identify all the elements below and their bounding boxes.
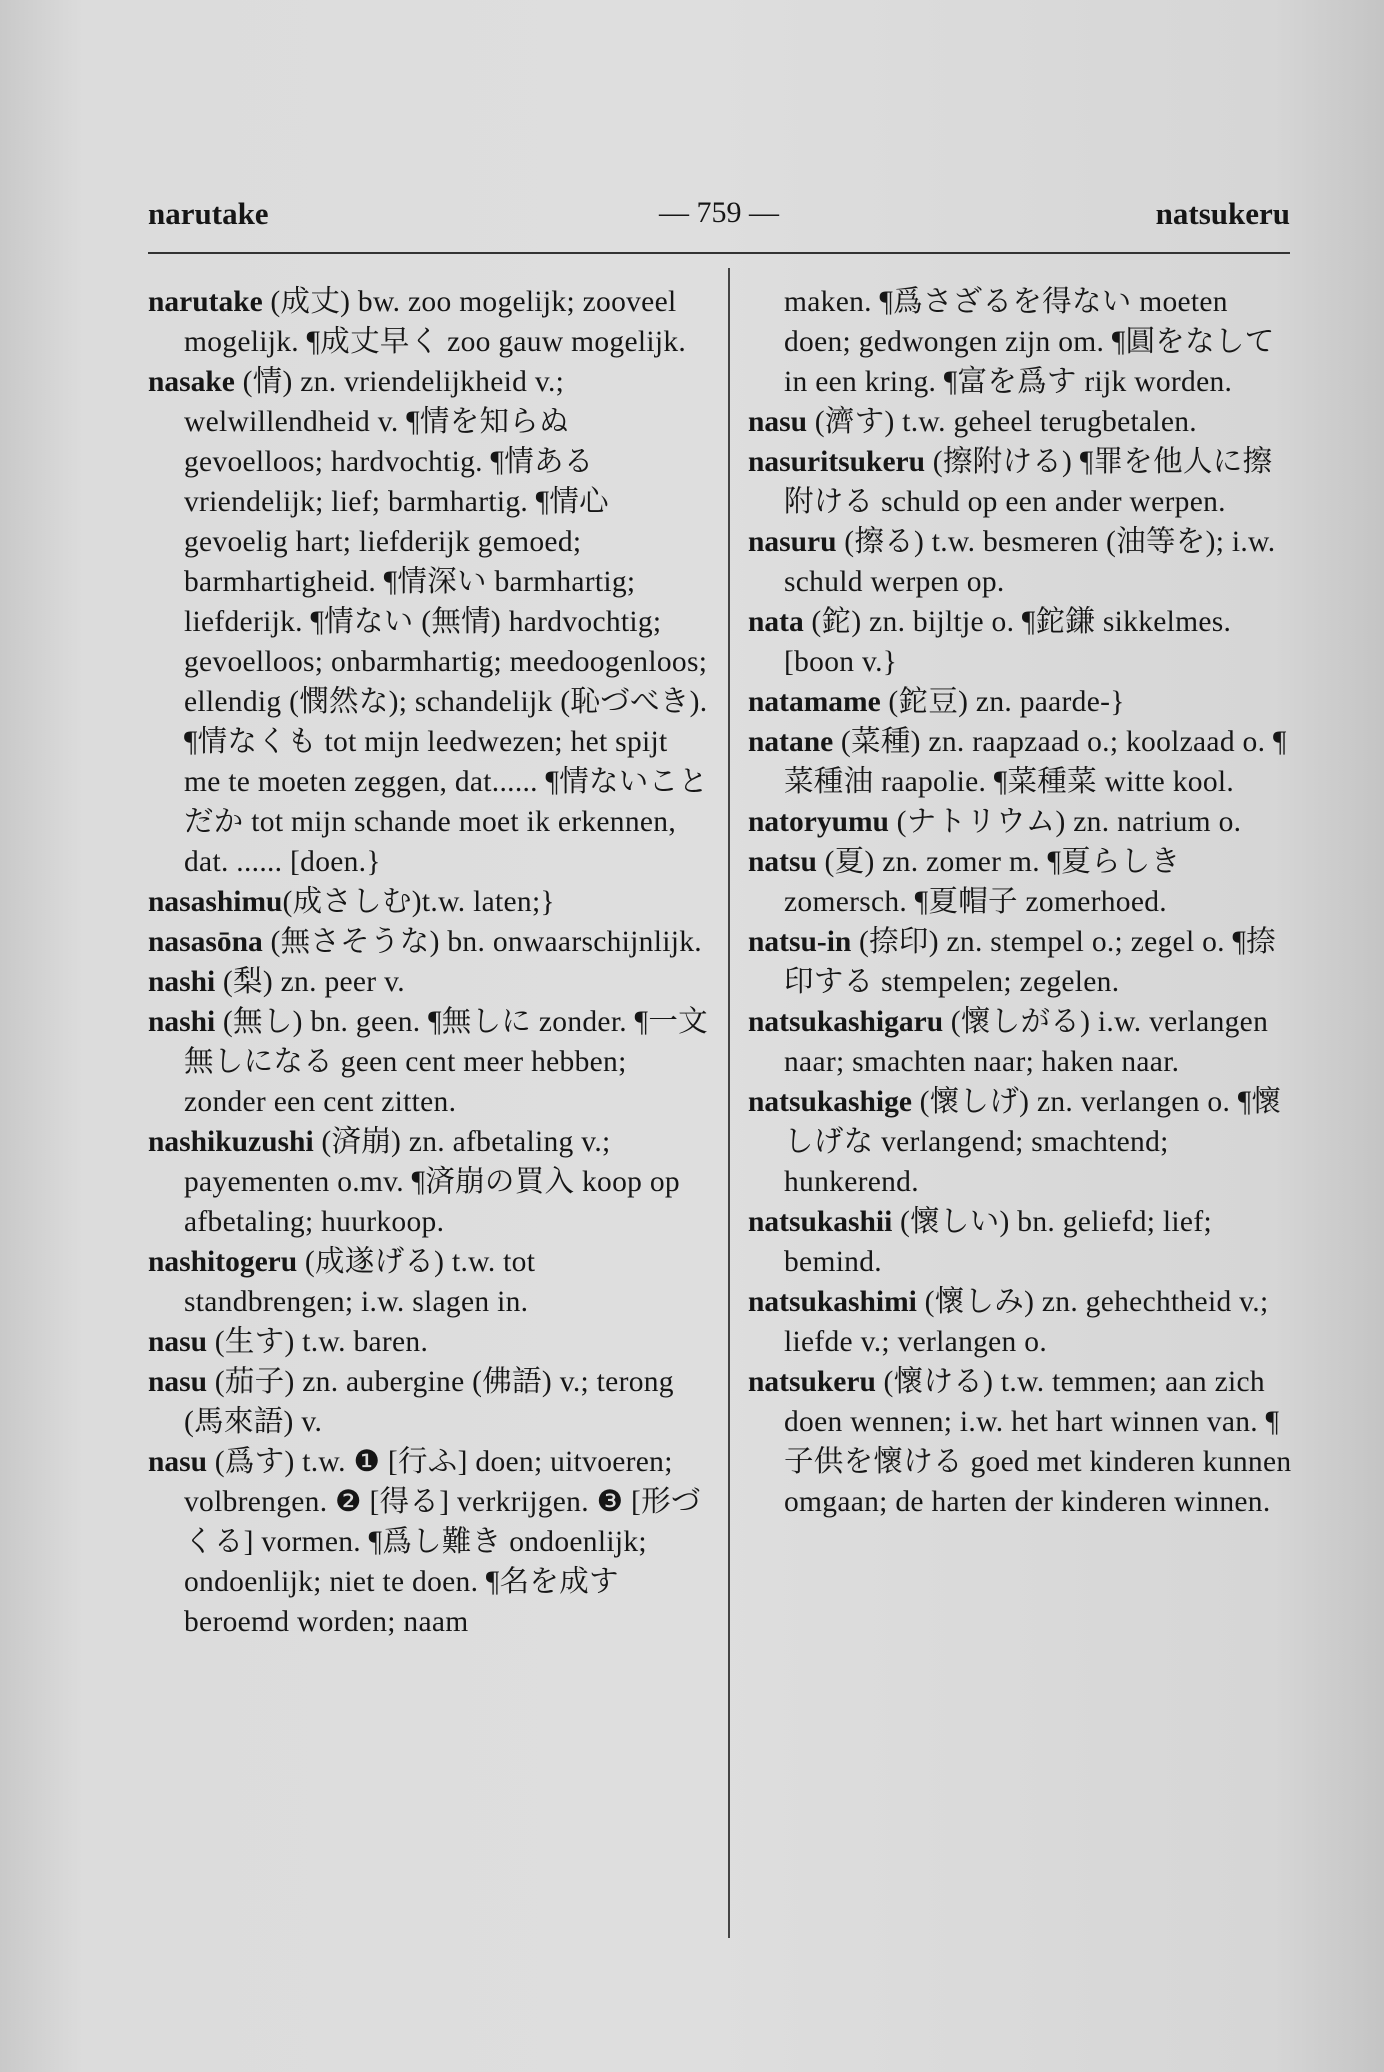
left-column [148, 282, 710, 1642]
entry-headword: nashi [148, 1006, 216, 1038]
dictionary-entry [148, 1242, 710, 1322]
entry-definition: (成さしむ)t.w. laten;} [282, 886, 555, 918]
left-running-headword: narutake [148, 196, 269, 231]
header-rule [148, 252, 1290, 254]
entry-headword: nasuritsukeru [748, 446, 926, 478]
entry-definition: (鉈豆) zn. paarde-} [880, 686, 1125, 718]
entry-definition: (夏) zn. zomer m. ¶夏らしき zomersch. ¶夏帽子 zomerhoed. [784, 846, 1181, 918]
entry-headword: nasashimu [148, 886, 283, 918]
entry-headword: natane [748, 726, 834, 758]
entry-definition: (梨) zn. peer v. [215, 966, 405, 998]
entry-definition: (懷ける) t.w. temmen; aan zich doen wennen; i.w. het hart winnen van. ¶子供を懷ける goed met kinderen kunnen omgaan; de harten der kinderen winnen. [784, 1366, 1292, 1518]
entry-headword: nashitogeru [148, 1246, 298, 1278]
page-header [148, 196, 1290, 242]
dictionary-entry [148, 282, 710, 362]
dictionary-entry [748, 682, 1302, 722]
dictionary-entry [748, 1082, 1302, 1202]
dictionary-entry [748, 1002, 1302, 1082]
entry-definition: (爲す) t.w. ❶ [行ふ] doen; uitvoeren; volbrengen. ❷ [得る] verkrijgen. ❸ [形づくる] vormen. ¶爲し難き ondoenlijk; ondoenlijk; niet te doen. ¶名を成す beroemd worden; naam [184, 1446, 701, 1638]
entry-definition: (ナトリウム) zn. natrium o. [888, 806, 1242, 838]
entry-headword: natamame [748, 686, 881, 718]
entry-definition: maken. ¶爲さざるを得ない moeten doen; gedwongen zijn om. ¶圓をなして in een kring. ¶富を爲す rijk worden. [784, 286, 1275, 398]
entry-definition: (擦附ける) ¶罪を他人に擦附ける schuld op een ander werpen. [784, 446, 1273, 518]
entry-headword: natsukashii [748, 1206, 893, 1238]
entry-headword: nashikuzushi [148, 1126, 314, 1158]
entry-headword: natsu [748, 846, 817, 878]
dictionary-entry [148, 1442, 710, 1642]
dictionary-entry [748, 842, 1302, 922]
entry-headword: natsukashimi [748, 1286, 917, 1318]
dictionary-entry [748, 522, 1302, 602]
entry-definition: (情) zn. vriendelijkheid v.; welwillendheid v. ¶情を知らぬ gevoelloos; hardvochtig. ¶情ある vriendelijk; lief; barmhartig. ¶情心 gevoelig hart; liefderijk gemoed; barmhartigheid. ¶情深い barmhartig; liefderijk. ¶情ない (無情) hardvochtig; gevoelloos; onbarmhartig; meedoogenloos; ellendig (憫然な); schandelijk (恥づべき). ¶情なくも tot mijn leedwezen; het spijt me te moeten zeggen, dat...... ¶情ないことだか tot mijn schande moet ik erkennen, dat. ...... [doen.} [184, 366, 709, 878]
dictionary-entry [148, 1322, 710, 1362]
entry-definition: (擦る) t.w. besmeren (油等を); i.w. schuld werpen op. [784, 526, 1276, 598]
dictionary-entry [748, 282, 1302, 402]
entry-headword: nashi [148, 966, 216, 998]
dictionary-entry [748, 722, 1302, 802]
entry-definition: (懷しがる) i.w. verlangen naar; smachten naar; haken naar. [784, 1006, 1269, 1078]
page-number: — 759 — [659, 196, 779, 229]
entry-definition: (濟す) t.w. geheel terugbetalen. [807, 406, 1197, 438]
entry-definition: (懷しげ) zn. verlangen o. ¶懷しげな verlangend; smachtend; hunkerend. [784, 1086, 1282, 1198]
entry-headword: narutake [148, 286, 263, 318]
entry-definition: (成遂げる) t.w. tot standbrengen; i.w. slagen in. [184, 1246, 536, 1318]
entry-headword: nasu [148, 1446, 208, 1478]
right-running-headword: natsukeru [1155, 196, 1290, 231]
entry-definition: (無さそうな) bn. onwaarschijnlijk. [262, 926, 702, 958]
dictionary-entry [748, 922, 1302, 1002]
dictionary-entry [148, 1362, 710, 1442]
dictionary-entry [748, 602, 1302, 682]
dictionary-entry [148, 1122, 710, 1242]
dictionary-entry [748, 1202, 1302, 1282]
entry-definition: (済崩) zn. afbetaling v.; payementen o.mv. ¶済崩の買入 koop op afbetaling; huurkoop. [184, 1126, 680, 1238]
entry-definition: (成丈) bw. zoo mogelijk; zooveel mogelijk. ¶成丈早く zoo gauw mogelijk. [184, 286, 687, 358]
entry-definition: (鉈) zn. bijltje o. ¶鉈鎌 sikkelmes. [boon v.} [784, 606, 1232, 678]
dictionary-entry [148, 362, 710, 882]
right-column [748, 282, 1302, 1522]
dictionary-entry [148, 962, 710, 1002]
entry-headword: nasu [148, 1366, 208, 1398]
dictionary-entry [748, 402, 1302, 442]
entry-headword: natsukashige [748, 1086, 912, 1118]
entry-headword: natsukashigaru [748, 1006, 944, 1038]
entry-headword: natsukeru [748, 1366, 876, 1398]
entry-definition: (懷しい) bn. geliefd; lief; bemind. [784, 1206, 1212, 1278]
dictionary-entry [748, 442, 1302, 522]
entry-headword: nasu [748, 406, 808, 438]
entry-definition: (懷しみ) zn. gehechtheid v.; liefde v.; verlangen o. [784, 1286, 1269, 1358]
entry-headword: nata [748, 606, 804, 638]
entry-definition: (菜種) zn. raapzaad o.; koolzaad o. ¶菜種油 raapolie. ¶菜種菜 witte kool. [784, 726, 1287, 798]
dictionary-entry [748, 802, 1302, 842]
dictionary-entry [748, 1362, 1302, 1522]
entry-definition: (無し) bn. geen. ¶無しに zonder. ¶一文無しになる geen cent meer hebben; zonder een cent zitten. [184, 1006, 708, 1118]
entry-definition: (生す) t.w. baren. [207, 1326, 429, 1358]
entry-definition: (茄子) zn. aubergine (佛語) v.; terong (馬來語) v. [184, 1366, 674, 1438]
entry-headword: nasake [148, 366, 235, 398]
entry-headword: nasu [148, 1326, 208, 1358]
dictionary-entry [748, 1282, 1302, 1362]
entry-headword: nasuru [748, 526, 837, 558]
entry-headword: natoryumu [748, 806, 889, 838]
entry-headword: nasasōna [148, 926, 263, 958]
column-divider [728, 268, 730, 1938]
entry-definition: (捺印) zn. stempel o.; zegel o. ¶捺印する stempelen; zegelen. [784, 926, 1276, 998]
dictionary-entry [148, 882, 710, 922]
entry-headword: natsu-in [748, 926, 852, 958]
dictionary-entry [148, 1002, 710, 1122]
dictionary-entry [148, 922, 710, 962]
